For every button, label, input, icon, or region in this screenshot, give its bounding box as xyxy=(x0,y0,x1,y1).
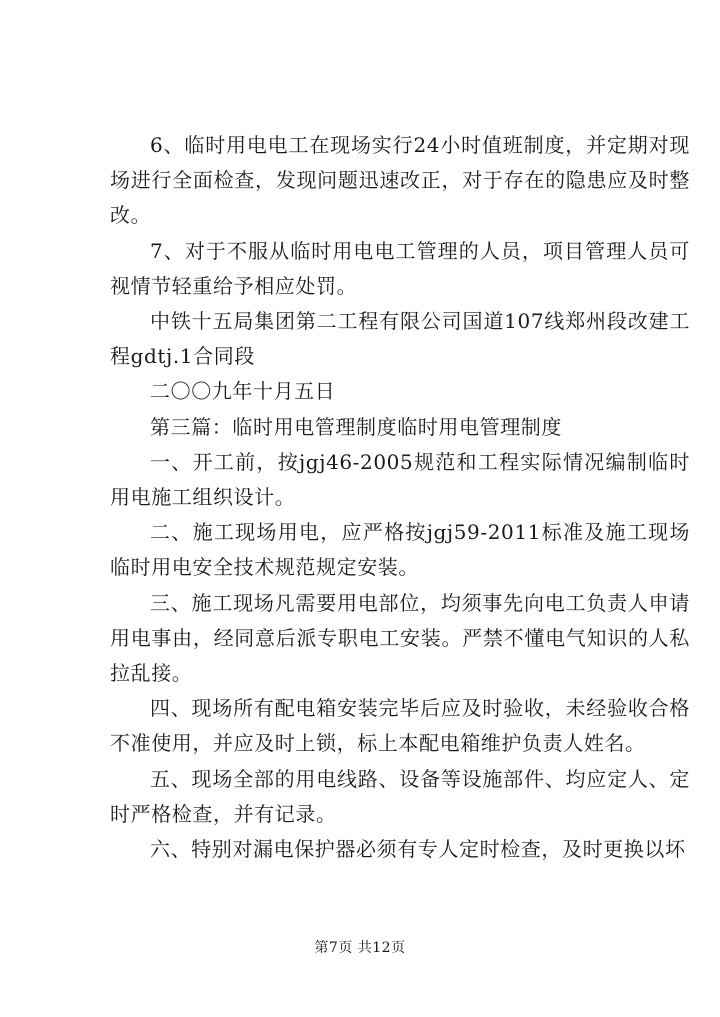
rule-item-4: 四、现场所有配电箱安装完毕后应及时验收，未经验收合格不准使用，并应及时上锁，标上本配电箱维护负责人姓名。 xyxy=(110,696,690,756)
section-heading: 第三篇：临时用电管理制度临时用电管理制度 xyxy=(150,414,562,439)
rule-item-3: 三、施工现场凡需要用电部位，均须事先向电工负责人申请用电事由，经同意后派专职电工安装。严禁不懂电气知识的人私拉乱接。 xyxy=(110,590,690,686)
signature-date: 二〇〇九年十月五日 xyxy=(150,379,336,404)
rule-item-6: 六、特别对漏电保护器必须有专人定时检查，及时更换以坏 xyxy=(150,837,686,862)
paragraph-item-6: 6、临时用电电工在现场实行24小时值班制度，并定期对现场进行全面检查，发现问题迅速改正，对于存在的隐患应及时整改。 xyxy=(110,133,690,228)
company-signature: 中铁十五局集团第二工程有限公司国道107线郑州段改建工程gdtj.1合同段 xyxy=(110,309,690,369)
document-body xyxy=(110,128,690,867)
paragraph-item-7: 7、对于不服从临时用电电工管理的人员，项目管理人员可视情节轻重给予相应处罚。 xyxy=(110,238,690,298)
page-number-footer: 第7页 共12页 xyxy=(314,940,406,956)
rule-item-1: 一、开工前，按jgj46-2005规范和工程实际情况编制临时用电施工组织设计。 xyxy=(110,449,690,510)
rule-item-5: 五、现场全部的用电线路、设备等设施部件、均应定人、定时严格检查，并有记录。 xyxy=(110,766,690,826)
rule-item-2: 二、施工现场用电，应严格按jgj59-2011标准及施工现场临时用电安全技术规范规定安装。 xyxy=(110,520,690,580)
